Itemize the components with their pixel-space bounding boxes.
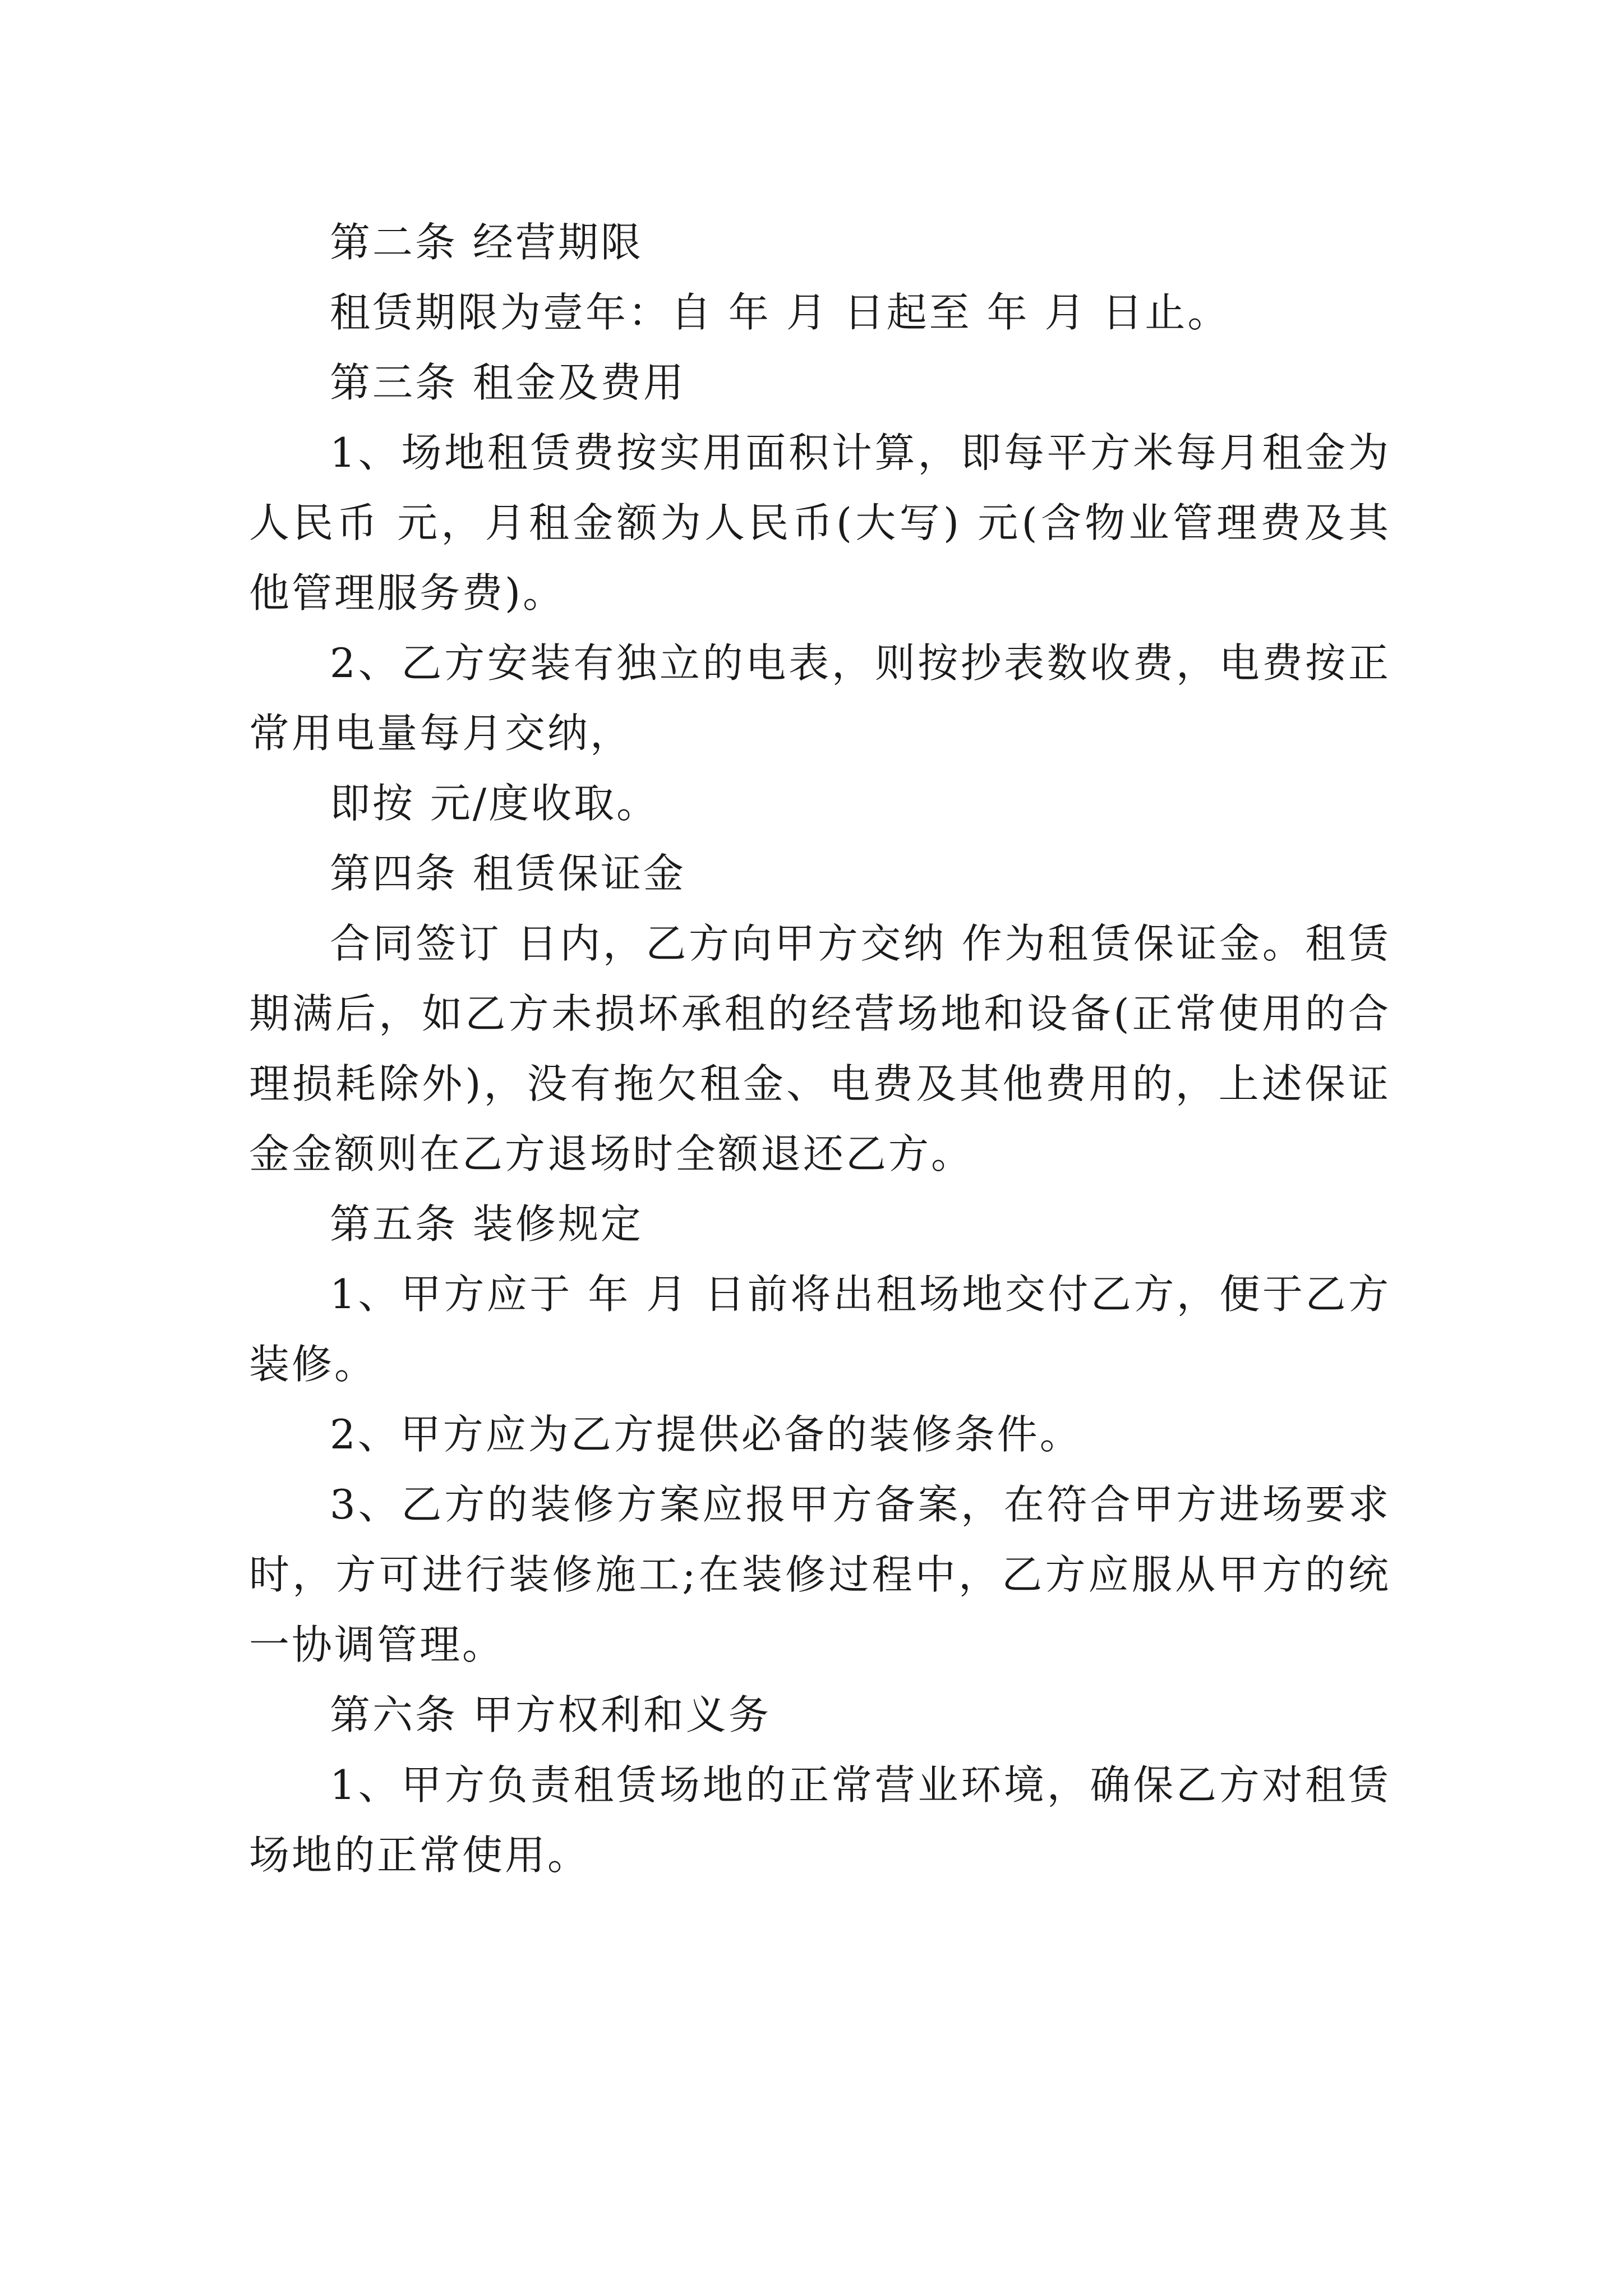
electricity-rate-text: 即按 元/度收取。 — [330, 780, 660, 827]
rent-clause-1: 1、场地租赁费按实用面积计算，即每平方米每月租金为人民币 元，月租金额为人民币(大写) 元(含物业管理费及其他管理服务费)。 — [249, 429, 1391, 616]
rent-clause-2: 2、乙方安装有独立的电表，则按抄表数收费，电费按正常用电量每月交纳， — [249, 639, 1391, 757]
party-a-duty-clause-1: 1、甲方负责租赁场地的正常营业环境，确保乙方对租赁场地的正常使用。 — [249, 1761, 1391, 1879]
deposit-clause: 合同签订 日内，乙方向甲方交纳 作为租赁保证金。租赁期满后，如乙方未损坏承租的经营场地和设备(正常使用的合理损耗除外)，没有拖欠租金、电费及其他费用的，上述保证金金额则在乙方退场时全额退还乙方。 — [249, 920, 1391, 1177]
lease-term-text: 租赁期限为壹年：自 年 月 日起至 年 月 日止。 — [330, 289, 1230, 336]
renovation-clause-2: 2、甲方应为乙方提供必备的装修条件。 — [330, 1411, 1082, 1458]
renovation-clause-1: 1、甲方应于 年 月 日前将出租场地交付乙方，便于乙方装修。 — [249, 1271, 1391, 1388]
article-4-heading: 第四条 租赁保证金 — [330, 850, 686, 897]
document-body — [249, 208, 1391, 1890]
article-3-heading: 第三条 租金及费用 — [330, 359, 686, 406]
renovation-clause-3: 3、乙方的装修方案应报甲方备案，在符合甲方进场要求时，方可进行装修施工;在装修过程中，乙方应服从甲方的统一协调管理。 — [249, 1481, 1391, 1668]
article-6-heading: 第六条 甲方权利和义务 — [330, 1691, 771, 1738]
article-2-heading: 第二条 经营期限 — [330, 219, 643, 266]
article-5-heading: 第五条 装修规定 — [330, 1200, 643, 1248]
